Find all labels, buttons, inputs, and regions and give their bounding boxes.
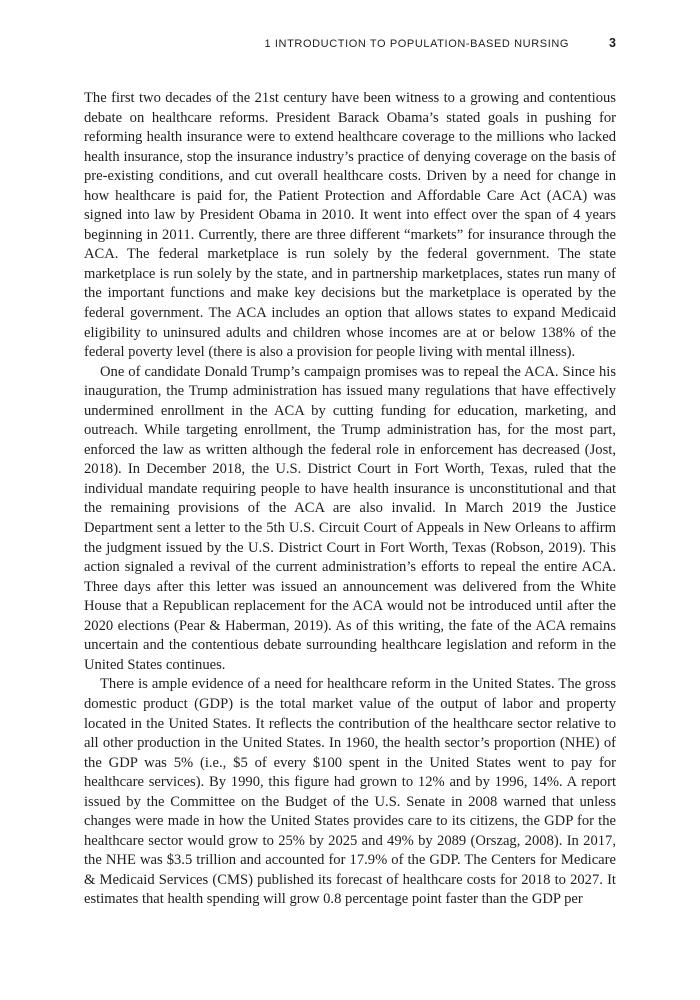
chapter-title: 1 INTRODUCTION TO POPULATION-BASED NURSING [264, 38, 570, 50]
page-number: 3 [609, 36, 616, 50]
running-head [84, 36, 616, 54]
paragraph-trump-aca-repeal: One of candidate Donald Trump’s campaign promises was to repeal the ACA. Since his inauguration, the Trump administration has issued many regulations that have effectively undermined enrollment in the ACA by cutting funding for education, marketing, and outreach. While targeting enrollment, the Trump administration has, for the most part, enforced the law as written although the federal role in enforcement has decreased (Jost, 2018). In December 2018, the U.S. District Court in Fort Worth, Texas, ruled that the individual mandate requiring people to have health insurance is unconstitutional and that the remaining provisions of the ACA are also invalid. In March 2019 the Justice Department sent a letter to the 5th U.S. Circuit Court of Appeals in New Orleans to affirm the judgment issued by the U.S. District Court in Fort Worth, Texas (Robson, 2019). This action signaled a revival of the current administration’s efforts to repeal the entire ACA. Three days after this letter was issued an announcement was delivered from the White House that a Republican replacement for the ACA would not be introduced until after the 2020 elections (Pear & Haberman, 2019). As of this writing, the fate of the ACA remains uncertain and the contentious debate surrounding healthcare legislation and reform in the United States continues. [84, 363, 616, 673]
paragraph-gdp-healthcare-spending: There is ample evidence of a need for healthcare reform in the United States. The gross domestic product (GDP) is the total market value of the output of labor and property located in the United States. It reflects the contribution of the healthcare sector relative to all other production in the United States. In 1960, the health sector’s proportion (NHE) of the GDP was 5% (i.e., $5 of every $100 spent in the United States went to pay for healthcare services). By 1990, this figure had grown to 12% and by 1996, 14%. A report issued by the Committee on the Budget of the U.S. Senate in 2008 warned that unless changes were made in how the United States provides care to its citizens, the GDP for the healthcare sector would grow to 25% by 2025 and 49% by 2089 (Orszag, 2008). In 2017, the NHE was $3.5 trillion and accounted for 17.9% of the GDP. The Centers for Medicare & Medicaid Services (CMS) published its forecast of healthcare costs for 2018 to 2027. It estimates that health spending will grow 0.8 percentage point faster than the GDP per [84, 676, 616, 908]
body-text [84, 89, 616, 910]
paragraph-healthcare-reform-debate: The first two decades of the 21st century have been witness to a growing and contentious debate on healthcare reforms. President Barack Obama’s stated goals in pushing for reforming health insurance were to extend healthcare coverage to the millions who lacked health insurance, stop the insurance industry’s practice of denying coverage on the basis of pre-existing conditions, and cut overall healthcare costs. Driven by a need for change in how healthcare is paid for, the Patient Protection and Affordable Care Act (ACA) was signed into law by President Obama in 2010. It went into effect over the span of 4 years beginning in 2011. Currently, there are three different “markets” for insurance through the ACA. The federal marketplace is run solely by the federal government. The state marketplace is run solely by the state, and in partnership marketplaces, states run many of the important functions and make key decisions but the marketplace is operated by the federal government. The ACA includes an option that allows states to expand Medicaid eligibility to uninsured adults and children whose incomes are at or below 138% of the federal poverty level (there is also a provision for people living with mental illness). [84, 90, 616, 361]
